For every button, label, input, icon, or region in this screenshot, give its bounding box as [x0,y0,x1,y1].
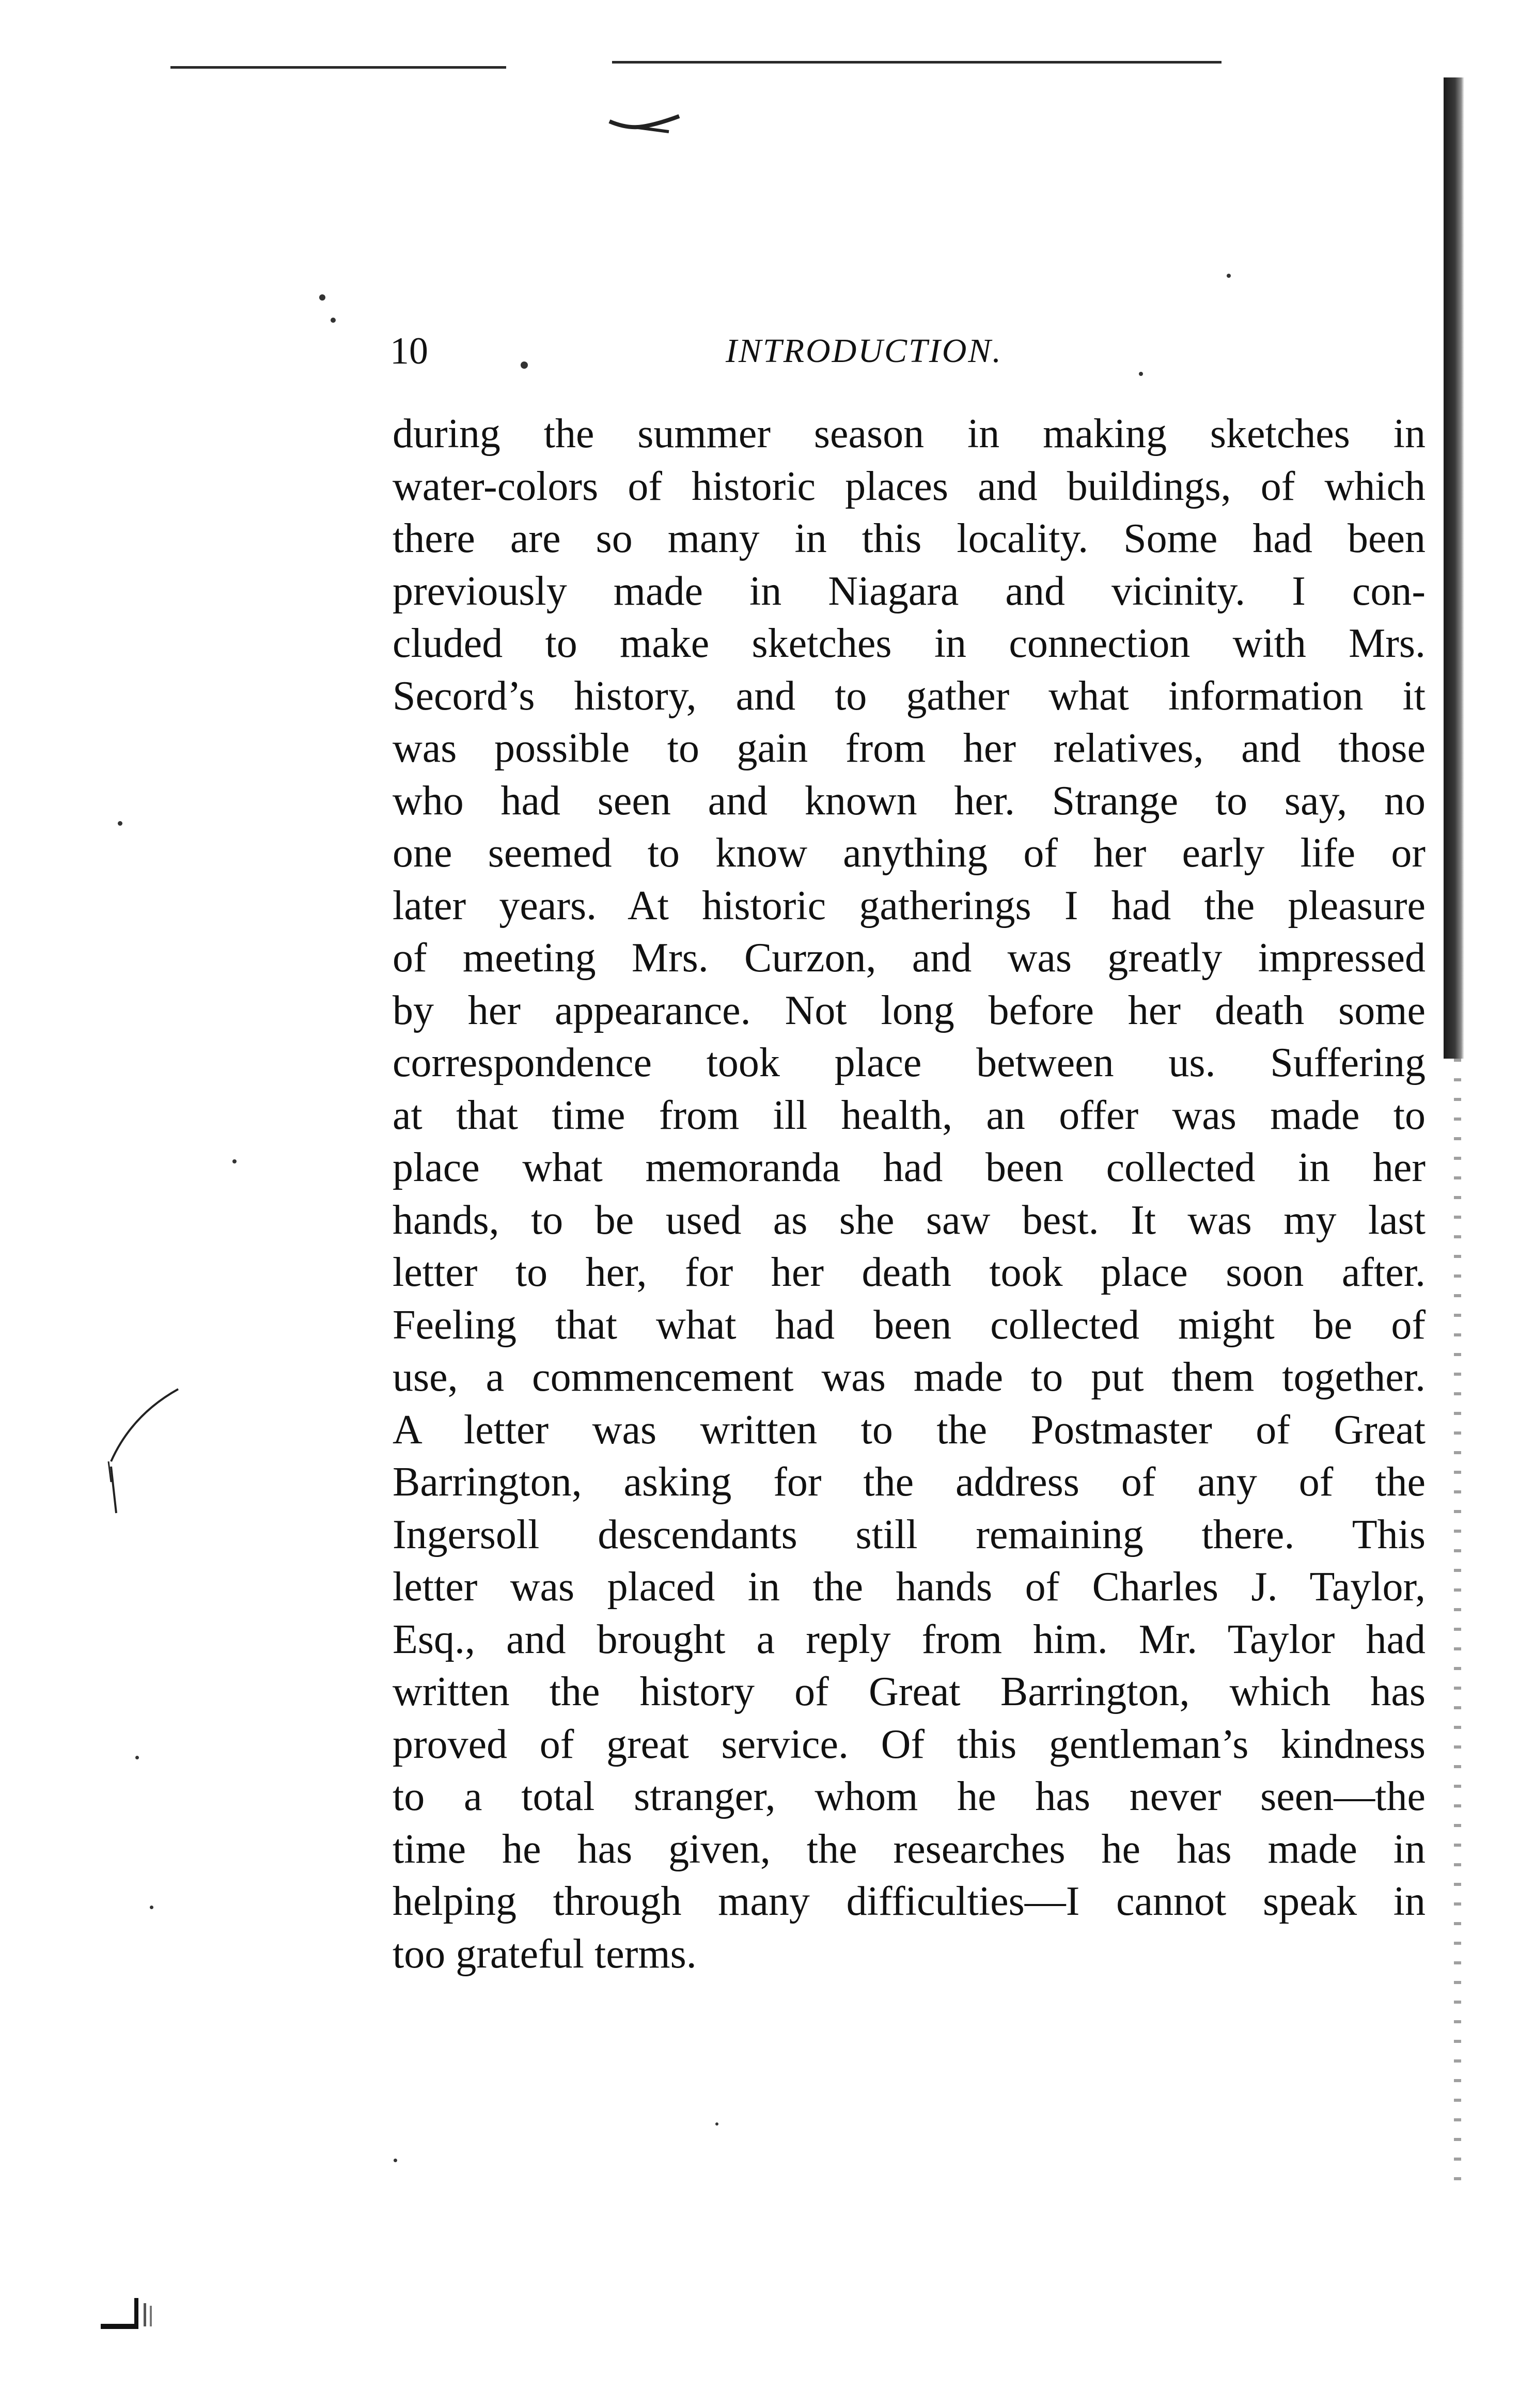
text-line: Feeling that what had been collected might be of [393,1302,1426,1348]
speck [1139,372,1143,376]
text-line: there are so many in this locality. Some had been [393,516,1426,561]
text-line: Ingersoll descendants still remaining there. This [393,1512,1426,1557]
text-line: hands, to be used as she saw best. It was my last [393,1197,1426,1243]
page-number: 10 [390,330,428,372]
text-line: helping through many difficulties—I cannot speak in [393,1879,1426,1924]
text-line: one seemed to know anything of her early life or [393,830,1426,876]
text-line: time he has given, the researches he has made in [393,1826,1426,1872]
text-line: at that time from ill health, an offer was made to [393,1092,1426,1138]
text-line: Secord’s history, and to gather what information it [393,673,1426,719]
speck [394,2159,397,2162]
speck [150,1906,153,1909]
speck [135,1756,139,1759]
speck [319,294,325,301]
text-line: use, a commencement was made to put them together. [393,1355,1426,1400]
binding-gutter-marks [1454,1059,1461,2184]
text-line: correspondence took place between us. Suffering [393,1040,1426,1085]
text-line: cluded to make sketches in connection with Mrs. [393,621,1426,666]
text-line: Esq., and brought a reply from him. Mr. Taylor had [393,1616,1426,1662]
text-line: written the history of Great Barrington, which has [393,1669,1426,1714]
running-head: INTRODUCTION. [726,332,1003,370]
page-header [390,323,1113,380]
text-line: previously made in Niagara and vicinity. I con- [393,568,1426,614]
speck [331,318,336,323]
speck [232,1159,237,1163]
text-line: who had seen and known her. Strange to say, no [393,778,1426,824]
text-line: Barrington, asking for the address of any of the [393,1459,1426,1505]
speck [1227,274,1231,278]
text-line: during the summer season in making sketches in [393,411,1426,457]
text-line: by her appearance. Not long before her death some [393,987,1426,1033]
scan-line-right [612,61,1222,64]
text-line: to a total stranger, whom he has never seen—the [393,1774,1426,1819]
speck [118,821,122,826]
text-line: water-colors of historic places and buildings, of which [393,463,1426,509]
body-text [393,408,1426,1980]
text-line: later years. At historic gatherings I had the pleasure [393,883,1426,928]
text-line: letter was placed in the hands of Charles J. Taylor, [393,1564,1426,1610]
text-line: proved of great service. Of this gentleman’s kindness [393,1721,1426,1767]
scan-line-left [170,66,506,69]
corner-scan-mark [98,2293,186,2344]
speck [715,2122,718,2126]
text-line: A letter was written to the Postmaster of Great [393,1407,1426,1453]
text-line: place what memoranda had been collected in her [393,1145,1426,1190]
binding-shadow [1444,77,1464,1059]
text-line: letter to her, for her death took place soon after. [393,1250,1426,1295]
text-line: was possible to gain from her relatives, and those [393,726,1426,771]
ink-flourish [607,106,684,142]
margin-pencil-mark [101,1384,189,1518]
text-line: of meeting Mrs. Curzon, and was greatly impressed [393,935,1426,981]
text-line: too grateful terms. [393,1931,697,1977]
